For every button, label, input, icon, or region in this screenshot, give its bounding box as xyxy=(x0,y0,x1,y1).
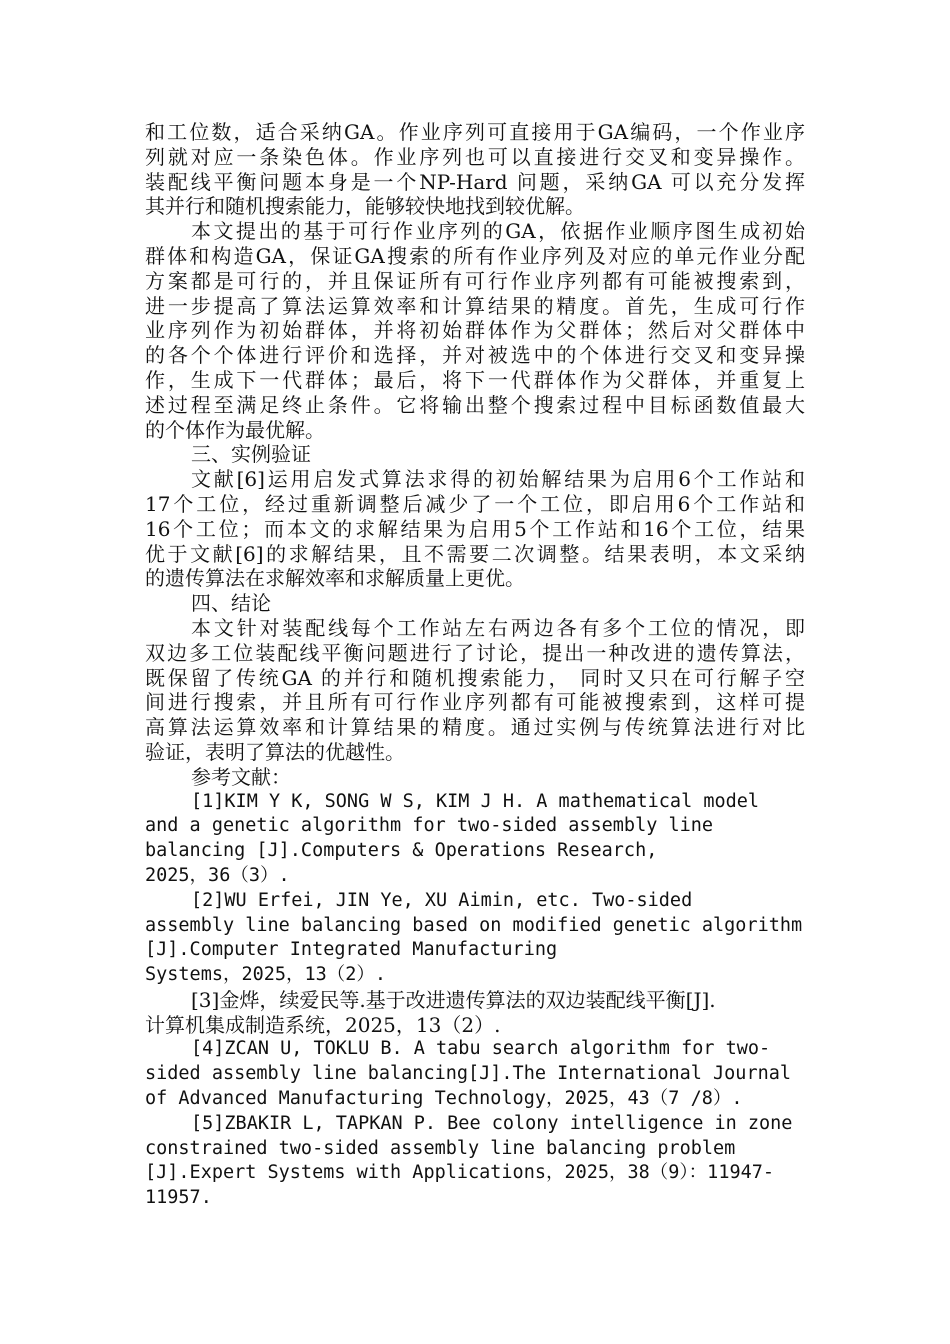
reference-line: of Advanced Manufacturing Technology，2025，43（7 /8）. xyxy=(145,1088,743,1110)
text-line: 间进行搜索，并且所有可行作业序列都有可能被搜索到，这样可提 xyxy=(145,690,805,715)
text-line: 文献[6]运用启发式算法求得的初始解结果为启用6个工作站和 xyxy=(191,467,805,492)
reference-2 xyxy=(145,889,805,988)
reference-3 xyxy=(145,988,805,1038)
text-line: 其并行和随机搜索能力，能够较快地找到较优解。 xyxy=(145,194,585,219)
reference-line: Systems，2025，13（2）. xyxy=(145,964,387,986)
text-line: 17个工位，经过重新调整后减少了一个工位，即启用6个工作站和 xyxy=(145,491,805,516)
text-line: 本文提出的基于可行作业序列的GA，依据作业顺序图生成初始 xyxy=(191,219,805,244)
section-heading-conclusion: 四、结论 xyxy=(191,591,271,616)
reference-5 xyxy=(145,1112,805,1211)
text-line: 16个工位；而本文的求解结果为启用5个工作站和16个工位，结果 xyxy=(145,516,805,541)
reference-line: [J].Expert Systems with Applications，2025，38（9）：11947- xyxy=(145,1162,775,1184)
paragraph-method xyxy=(145,219,805,442)
text-line: 作，生成下一代群体；最后，将下一代群体作为父群体，并重复上 xyxy=(145,367,805,392)
reference-line: sided assembly line balancing[J].The International Journal xyxy=(145,1063,792,1085)
text-line: 述过程至满足终止条件。它将输出整个搜索过程中目标函数值最大 xyxy=(145,392,805,417)
reference-line: 计算机集成制造系统，2025，13（2）. xyxy=(145,1012,501,1037)
text-line: 的各个个体进行评价和选择，并对被选中的个体进行交叉和变异操 xyxy=(145,343,805,368)
text-line: 方案都是可行的，并且保证所有可行作业序列都有可能被搜索到， xyxy=(145,268,805,293)
reference-line: [5]ZBAKIR L, TAPKAN P. Bee colony intelligence in zone xyxy=(191,1112,793,1134)
text-line: 双边多工位装配线平衡问题进行了讨论，提出一种改进的遗传算法， xyxy=(145,640,805,665)
reference-4 xyxy=(145,1037,805,1111)
text-line: 业序列作为初始群体，并将初始群体作为父群体；然后对父群体中 xyxy=(145,318,805,343)
reference-line: [2]WU Erfei, JIN Ye, XU Aimin, etc. Two-sided xyxy=(191,889,693,911)
text-line: 和工位数，适合采纳GA。作业序列可直接用于GA编码，一个作业序 xyxy=(145,120,805,144)
text-line: 列就对应一条染色体。作业序列也可以直接进行交叉和变异操作。 xyxy=(145,144,805,169)
reference-line: [J].Computer Integrated Manufacturing xyxy=(145,939,558,961)
document-page xyxy=(145,120,805,1211)
reference-line: [3]金烨，续爱民等.基于改进遗传算法的双边装配线平衡[J]. xyxy=(191,987,716,1012)
reference-line: [1]KIM Y K, SONG W S, KIM J H. A mathematical model xyxy=(191,790,760,812)
paragraph-example xyxy=(145,467,805,591)
text-line: 进一步提高了算法运算效率和计算结果的精度。首先，生成可行作 xyxy=(145,293,805,318)
paragraph-conclusion xyxy=(145,616,805,765)
text-line: 本文针对装配线每个工作站左右两边各有多个工位的情况，即 xyxy=(191,615,805,640)
text-line: 的个体作为最优解。 xyxy=(145,417,325,442)
references-heading: 参考文献： xyxy=(191,764,291,789)
reference-line: [4]ZCAN U, TOKLU B. A tabu search algorithm for two- xyxy=(191,1038,771,1060)
reference-line: balancing [J].Computers & Operations Research, xyxy=(145,840,658,862)
reference-line: 11957. xyxy=(145,1187,212,1209)
reference-line: assembly line balancing based on modified genetic algorithm xyxy=(145,914,803,936)
text-line: 装配线平衡问题本身是一个NP-Hard 问题，采纳GA 可以充分发挥 xyxy=(145,169,805,194)
reference-1 xyxy=(145,790,805,889)
reference-line: and a genetic algorithm for two-sided assembly line xyxy=(145,815,714,837)
text-line: 的遗传算法在求解效率和求解质量上更优。 xyxy=(145,566,525,591)
paragraph-intro xyxy=(145,120,805,219)
text-line: 既保留了传统GA 的并行和随机搜索能力， 同时又只在可行解子空 xyxy=(145,665,805,690)
text-line: 高算法运算效率和计算结果的精度。通过实例与传统算法进行对比 xyxy=(145,715,805,740)
reference-line: 2025，36（3）. xyxy=(145,864,290,886)
text-line: 优于文献[6]的求解结果，且不需要二次调整。结果表明，本文采纳 xyxy=(145,541,805,566)
text-line: 验证，表明了算法的优越性。 xyxy=(145,739,405,764)
reference-line: constrained two-sided assembly line balancing problem xyxy=(145,1137,736,1159)
section-heading-example: 三、实例验证 xyxy=(191,442,311,467)
text-line: 群体和构造GA，保证GA搜索的所有作业序列及对应的单元作业分配 xyxy=(145,243,805,268)
